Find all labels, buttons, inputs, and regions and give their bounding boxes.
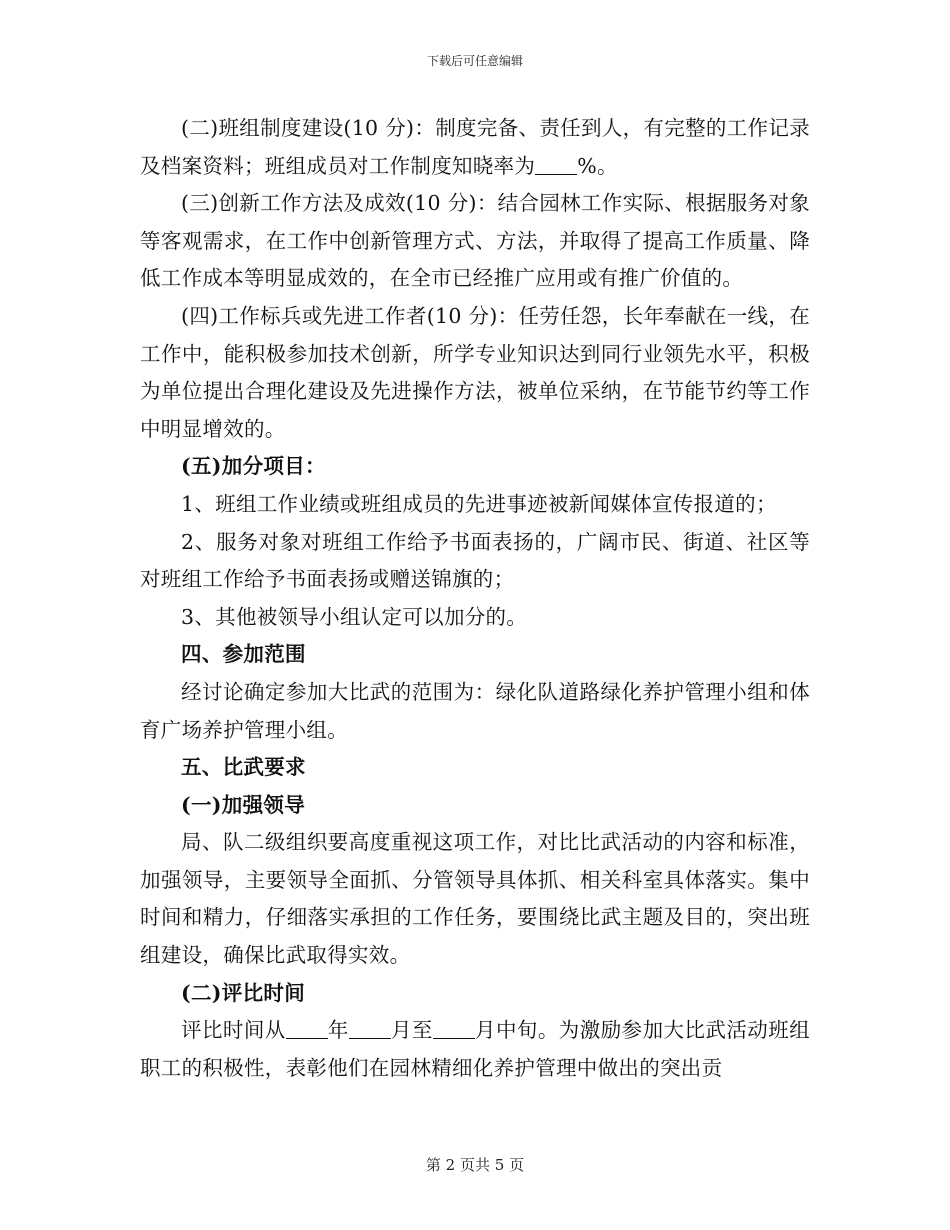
paragraph-text: 月至 bbox=[390, 1018, 433, 1043]
heading-requirements: 五、比武要求 bbox=[181, 755, 306, 780]
fill-blank bbox=[433, 1018, 475, 1039]
paragraph-text: 年 bbox=[327, 1018, 349, 1043]
fill-blank bbox=[349, 1018, 391, 1039]
paragraph-leadership: 局、队二级组织要高度重视这项工作，对比比武活动的内容和标准，加强领导，主要领导全面抓、分管领导具体抓、相关科室具体落实。集中时间和精力，仔细落实承担的工作任务，要围绕比武主题及目的，突出班组建设，确保比武取得实效。 bbox=[140, 830, 810, 968]
paragraph-evaluation-time bbox=[140, 1012, 810, 1087]
page-footer: 第 2 页共 5 页 bbox=[425, 1156, 525, 1174]
list-item: 2、服务对象对班组工作给予书面表扬的，广阔市民、街道、社区等对班组工作给予书面表扬或赠送锦旗的； bbox=[140, 529, 810, 592]
paragraph-model-worker: (四)工作标兵或先进工作者(10 分)：任劳任怨，长年奉献在一线，在工作中，能积极参加技术创新，所学专业知识达到同行业领先水平，积极为单位提出合理化建设及先进操作方法，被单位采纳，在节能节约等工作中明显增效的。 bbox=[140, 303, 810, 441]
paragraph-text: 评比时间从 bbox=[181, 1018, 286, 1043]
fill-blank bbox=[286, 1018, 328, 1039]
paragraph-system-building bbox=[140, 110, 810, 185]
list-item: 1、班组工作业绩或班组成员的先进事迹被新闻媒体宣传报道的； bbox=[181, 491, 777, 516]
paragraph-tail: %。 bbox=[577, 153, 618, 178]
list-item: 3、其他被领导小组认定可以加分的。 bbox=[181, 604, 528, 629]
fill-blank bbox=[535, 154, 577, 175]
paragraph-text: (二)班组制度建设(10 分)：制度完备、责任到人，有完整的工作记录及档案资料；班组成员对工作制度知晓率为 bbox=[140, 116, 810, 178]
paragraph-text: 月中旬。为激励参加大比武活动班组职工的积极性，表彰他们在园林精细化养护管理中做出的突出贡 bbox=[140, 1018, 810, 1080]
heading-bonus-items: (五)加分项目： bbox=[181, 454, 326, 479]
paragraph-scope: 经讨论确定参加大比武的范围为：绿化队道路绿化养护管理小组和体育广场养护管理小组。 bbox=[140, 679, 810, 742]
document-body bbox=[140, 110, 810, 1087]
paragraph-innovation: (三)创新工作方法及成效(10 分)：结合园林工作实际、根据服务对象等客观需求，在工作中创新管理方式、方法，并取得了提高工作质量、降低工作成本等明显成效的，在全市已经推广应用或有推广价值的。 bbox=[140, 191, 810, 291]
heading-leadership: (一)加强领导 bbox=[181, 792, 305, 817]
heading-scope: 四、参加范围 bbox=[181, 642, 306, 667]
page-header: 下载后可任意编辑 bbox=[426, 54, 523, 68]
heading-evaluation-time: (二)评比时间 bbox=[181, 980, 305, 1005]
